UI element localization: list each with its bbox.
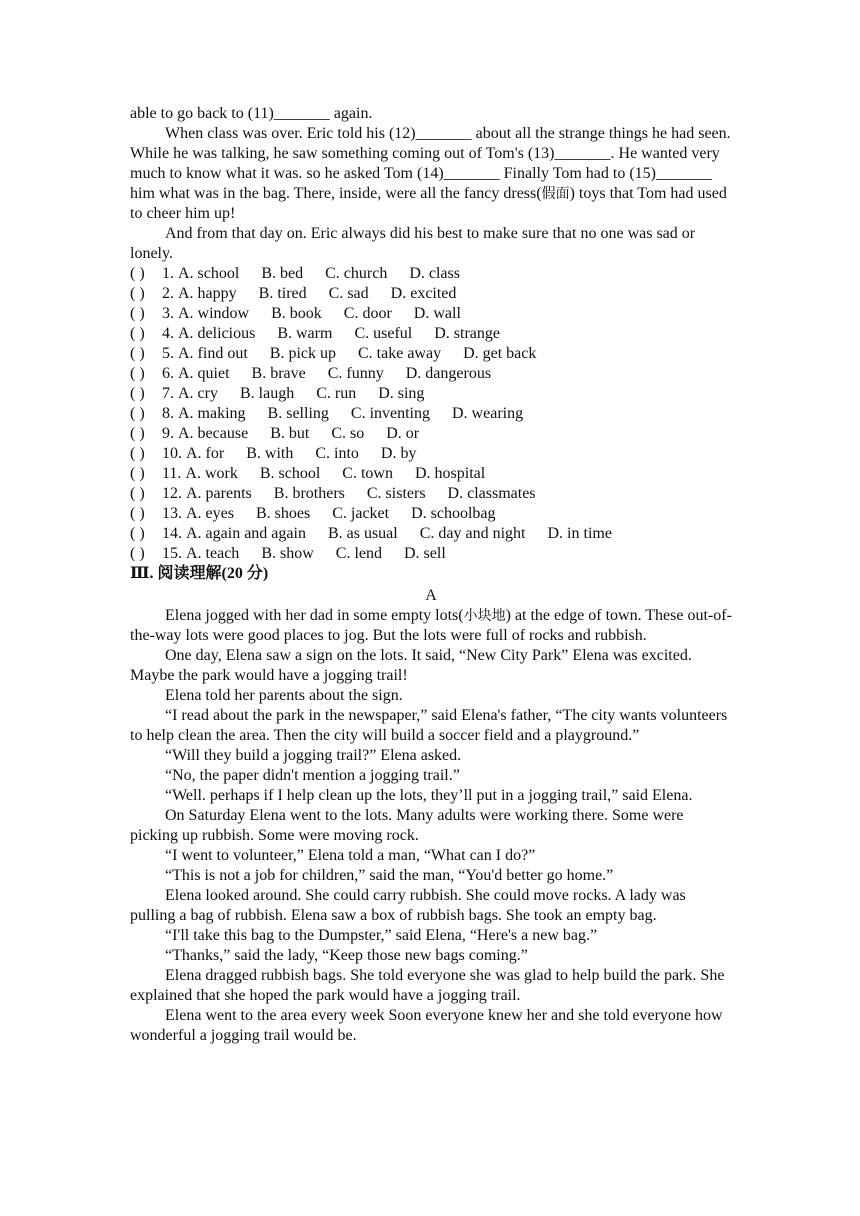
question-number: 2. xyxy=(162,285,174,302)
answer-blank[interactable]: ( ) xyxy=(130,505,145,522)
option-a: A. delicious xyxy=(178,325,256,342)
option-a: A. quiet xyxy=(178,365,230,382)
reading-paragraph: Elena told her parents about the sign. xyxy=(165,687,403,704)
reading-paragraph: On Saturday Elena went to the lots. Many adults were working there. Some were picking up rubbish. Some were moving rock. xyxy=(130,807,684,844)
question-row xyxy=(130,424,732,444)
passage-paragraph: able to go back to (11)_______ again. xyxy=(130,105,373,122)
question-row xyxy=(130,364,732,384)
section-heading: Ⅲ. 阅读理解(20 分) xyxy=(130,565,269,582)
option-a: A. happy xyxy=(178,285,237,302)
document-page xyxy=(130,104,732,1046)
question-row xyxy=(130,524,732,544)
option-c: C. useful xyxy=(354,325,413,342)
question-number: 14. xyxy=(162,525,182,542)
option-b: B. brothers xyxy=(273,485,345,502)
option-b: B. shoes xyxy=(255,505,311,522)
question-number: 1. xyxy=(162,265,174,282)
option-b: B. warm xyxy=(277,325,333,342)
option-d: D. sing xyxy=(378,385,425,402)
option-d: D. in time xyxy=(547,525,612,542)
option-b: B. book xyxy=(271,305,322,322)
option-a: A. work xyxy=(185,465,238,482)
option-d: D. dangerous xyxy=(405,365,492,382)
option-a: A. school xyxy=(178,265,240,282)
reading-paragraph: Elena looked around. She could carry rubbish. She could move rocks. A lady was pulling a bag of rubbish. Elena saw a box of rubbish bags. She took an empty bag. xyxy=(130,887,686,924)
option-b: B. pick up xyxy=(269,345,336,362)
answer-blank[interactable]: ( ) xyxy=(130,365,145,382)
option-d: D. schoolbag xyxy=(411,505,496,522)
question-row xyxy=(130,344,732,364)
option-d: D. strange xyxy=(434,325,500,342)
question-number: 6. xyxy=(162,365,174,382)
answer-blank[interactable]: ( ) xyxy=(130,445,145,462)
answer-blank[interactable]: ( ) xyxy=(130,485,145,502)
passage-label: A xyxy=(425,587,437,604)
answer-blank[interactable]: ( ) xyxy=(130,465,145,482)
option-b: B. laugh xyxy=(239,385,295,402)
option-c: C. day and night xyxy=(419,525,526,542)
option-c: C. take away xyxy=(358,345,442,362)
option-c: C. door xyxy=(343,305,392,322)
option-d: D. sell xyxy=(403,545,446,562)
reading-paragraph: “Well. perhaps if I help clean up the lots, they’ll put in a jogging trail,” said Elena. xyxy=(165,787,693,804)
option-b: B. show xyxy=(261,545,314,562)
question-number: 10. xyxy=(162,445,182,462)
question-row xyxy=(130,284,732,304)
answer-blank[interactable]: ( ) xyxy=(130,345,145,362)
option-c: C. jacket xyxy=(332,505,390,522)
option-d: D. hospital xyxy=(414,465,486,482)
option-a: A. making xyxy=(178,405,246,422)
question-number: 7. xyxy=(162,385,174,402)
question-number: 12. xyxy=(162,485,182,502)
question-number: 4. xyxy=(162,325,174,342)
option-c: C. funny xyxy=(327,365,384,382)
answer-blank[interactable]: ( ) xyxy=(130,285,145,302)
question-number: 9. xyxy=(162,425,174,442)
answer-blank[interactable]: ( ) xyxy=(130,265,145,282)
question-row xyxy=(130,484,732,504)
option-b: B. bed xyxy=(261,265,304,282)
option-d: D. wearing xyxy=(452,405,524,422)
answer-blank[interactable]: ( ) xyxy=(130,525,145,542)
option-b: B. brave xyxy=(251,365,306,382)
option-a: A. teach xyxy=(186,545,240,562)
option-a: A. cry xyxy=(178,385,218,402)
option-b: B. selling xyxy=(267,405,329,422)
reading-paragraph: “No, the paper didn't mention a jogging trail.” xyxy=(165,767,460,784)
question-row xyxy=(130,504,732,524)
question-row xyxy=(130,304,732,324)
question-row xyxy=(130,464,732,484)
option-a: A. because xyxy=(178,425,249,442)
option-a: A. again and again xyxy=(186,525,306,542)
reading-paragraph: “I went to volunteer,” Elena told a man, “What can I do?” xyxy=(165,847,536,864)
reading-paragraph: “This is not a job for children,” said the man, “You'd better go home.” xyxy=(165,867,614,884)
question-row xyxy=(130,384,732,404)
option-b: B. as usual xyxy=(327,525,398,542)
question-number: 8. xyxy=(162,405,174,422)
question-number: 15. xyxy=(162,545,182,562)
option-c: C. so xyxy=(331,425,365,442)
answer-blank[interactable]: ( ) xyxy=(130,305,145,322)
reading-paragraph: “I'll take this bag to the Dumpster,” said Elena, “Here's a new bag.” xyxy=(165,927,598,944)
option-a: A. window xyxy=(178,305,250,322)
option-b: B. but xyxy=(270,425,310,442)
question-row xyxy=(130,444,732,464)
reading-paragraph: One day, Elena saw a sign on the lots. It said, “New City Park” Elena was excited. Maybe the park would have a jogging trail! xyxy=(130,647,692,684)
option-d: D. wall xyxy=(413,305,461,322)
option-c: C. sisters xyxy=(366,485,426,502)
option-c: C. lend xyxy=(335,545,382,562)
passage-paragraph: When class was over. Eric told his (12)_______ about all the strange things he had seen. While he was talking, he saw something coming out of Tom's (13)_______. He wanted very much to know what it was. so he asked Tom (14)_______ Finally Tom had to (15)_______ him what was in the bag. There, inside, were all the fancy dress(假面) toys that Tom had used to cheer him up! xyxy=(130,125,731,222)
reading-paragraph: “I read about the park in the newspaper,” said Elena's father, “The city wants volunteers to help clean the area. Then the city will build a soccer field and a playground.” xyxy=(130,707,728,744)
passage-paragraph: And from that day on. Eric always did his best to make sure that no one was sad or lonely. xyxy=(130,225,696,262)
question-row xyxy=(130,264,732,284)
option-b: B. with xyxy=(246,445,294,462)
question-list xyxy=(130,264,732,564)
reading-paragraph: Elena jogged with her dad in some empty lots(小块地) at the edge of town. These out-of-the-way lots were good places to jog. But the lots were full of rocks and rubbish. xyxy=(130,607,732,644)
option-d: D. or xyxy=(386,425,420,442)
question-number: 5. xyxy=(162,345,174,362)
question-row xyxy=(130,544,732,564)
question-number: 11. xyxy=(162,465,182,482)
question-number: 3. xyxy=(162,305,174,322)
option-d: D. by xyxy=(380,445,417,462)
option-c: C. run xyxy=(316,385,357,402)
option-c: C. church xyxy=(325,265,388,282)
option-d: D. get back xyxy=(463,345,537,362)
option-c: C. into xyxy=(315,445,359,462)
question-number: 13. xyxy=(162,505,182,522)
option-c: C. town xyxy=(342,465,393,482)
option-c: C. sad xyxy=(328,285,369,302)
reading-paragraph: “Thanks,” said the lady, “Keep those new bags coming.” xyxy=(165,947,528,964)
option-a: A. for xyxy=(186,445,225,462)
answer-blank[interactable]: ( ) xyxy=(130,425,145,442)
question-row xyxy=(130,404,732,424)
option-a: A. parents xyxy=(186,485,252,502)
reading-paragraph: “Will they build a jogging trail?” Elena asked. xyxy=(165,747,462,764)
answer-blank[interactable]: ( ) xyxy=(130,405,145,422)
reading-paragraph: Elena dragged rubbish bags. She told everyone she was glad to help build the park. She explained that she hoped the park would have a jogging trail. xyxy=(130,967,725,1004)
option-d: D. class xyxy=(409,265,460,282)
option-d: D. excited xyxy=(390,285,457,302)
option-a: A. eyes xyxy=(186,505,234,522)
answer-blank[interactable]: ( ) xyxy=(130,385,145,402)
option-c: C. inventing xyxy=(350,405,430,422)
question-row xyxy=(130,324,732,344)
option-b: B. school xyxy=(259,465,321,482)
answer-blank[interactable]: ( ) xyxy=(130,545,145,562)
reading-passage xyxy=(130,646,732,1046)
option-b: B. tired xyxy=(258,285,307,302)
option-a: A. find out xyxy=(178,345,248,362)
answer-blank[interactable]: ( ) xyxy=(130,325,145,342)
reading-paragraph: Elena went to the area every week Soon everyone knew her and she told everyone how wonderful a jogging trail would be. xyxy=(130,1007,723,1044)
option-d: D. classmates xyxy=(447,485,536,502)
